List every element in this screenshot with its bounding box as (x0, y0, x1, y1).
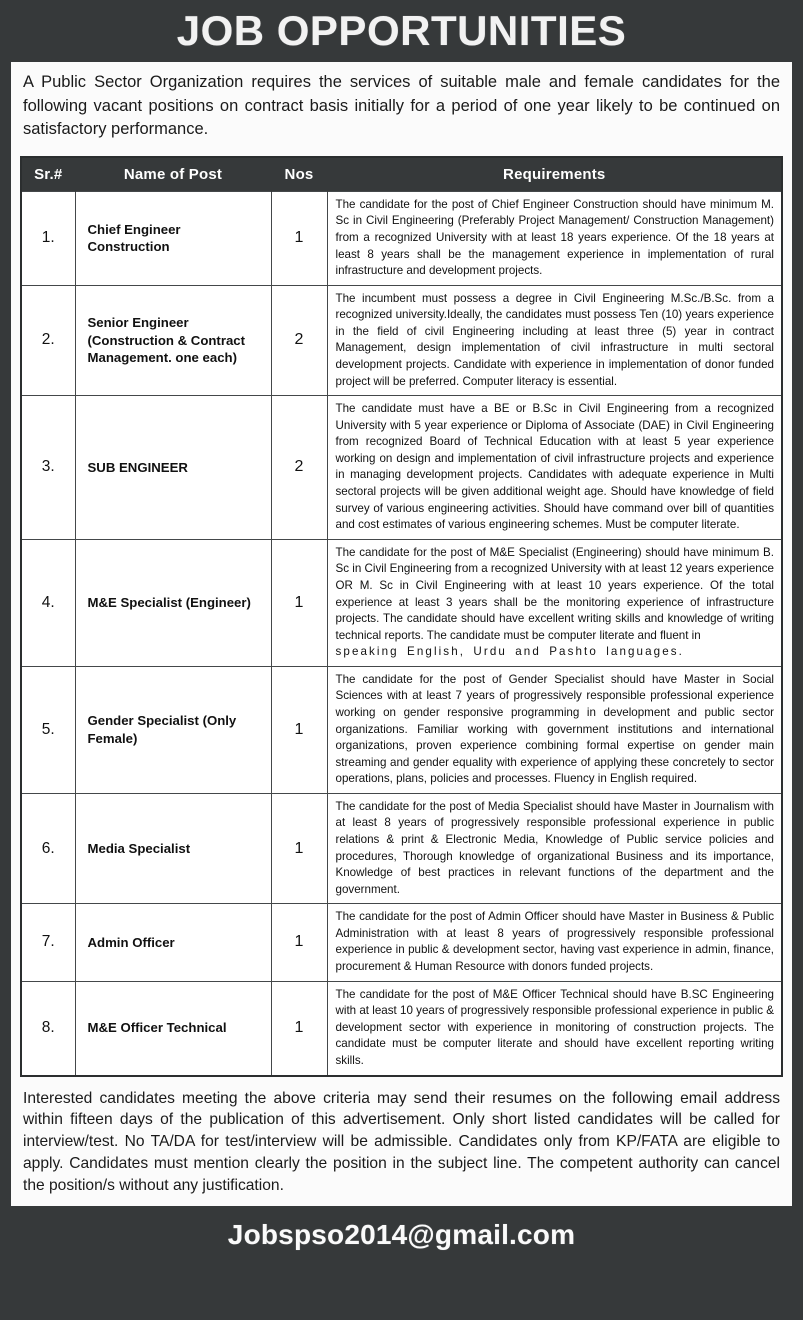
table-row (21, 666, 782, 793)
table-header (21, 157, 782, 192)
column-header-requirements: Requirements (327, 157, 782, 192)
column-header-name-of-post: Name of Post (75, 157, 271, 192)
posts-table (20, 156, 783, 1077)
posts-table-container (11, 150, 792, 1081)
requirements-text: The candidate for the post of M&E Specialist (Engineering) should have minimum B. Sc in Civil Engineering from a recognized University with at least 12 years experience OR M. Sc in Civil Engineering with at least 10 years experience. Of the total experience at least 3 years shall be the monitoring experience of infrastructure projects. The candidate should have excellent writing skills and knowledge of writing technical reports. The candidate must be computer literate and fluent in (335, 545, 774, 642)
cell-nos: 2 (271, 285, 327, 395)
cell-post: Admin Officer (75, 904, 271, 981)
cell-post: Gender Specialist (Only Female) (75, 666, 271, 793)
table-row (21, 396, 782, 540)
requirements-text: The candidate for the post of Chief Engineer Construction should have minimum M. Sc in Civil Engineering (Preferably Project Management/ Construction Management) from a recognized University with at least 18 years experience. Of the 18 years at least 8 years shall be the management experience in implementation of rural infrastructure and development projects. (335, 197, 774, 278)
cell-nos: 2 (271, 396, 327, 540)
cell-sr: 5. (21, 666, 75, 793)
table-header-row (21, 157, 782, 192)
intro-paragraph: A Public Sector Organization requires the services of suitable male and female candidates for the following vacant positions on contract basis initially for a period of one year likely to be continued on satisfactory performance. (11, 62, 792, 150)
table-row (21, 191, 782, 285)
column-header-sr: Sr.# (21, 157, 75, 192)
cell-post: M&E Officer Technical (75, 981, 271, 1075)
table-row (21, 539, 782, 666)
contact-email[interactable]: Jobspso2014@gmail.com (227, 1218, 576, 1250)
cell-sr: 4. (21, 539, 75, 666)
cell-sr: 2. (21, 285, 75, 395)
requirements-text: The candidate for the post of Media Specialist should have Master in Journalism with at least 8 years of progressively responsible professional experience in public relations & print & Electronic Media, Knowledge of Public service policies and procedures, Thorough knowledge of organizational Business and its importance, Knowledge of best practices in relevant functions of the department and the government. (335, 799, 774, 896)
cell-requirements (327, 666, 782, 793)
cell-sr: 6. (21, 793, 75, 903)
requirements-text: The incumbent must possess a degree in Civil Engineering M.Sc./B.Sc. from a recognized university.Ideally, the candidates must possess Ten (10) years experience in the field of civil Engineering including at least three (5) year in contract Management, design implementation of civil infrastructure in multi sectoral development projects. Candidate with experience in implementation of donor funded project will be preferred. Computer literacy is essential. (335, 291, 774, 388)
cell-post: Chief Engineer Construction (75, 191, 271, 285)
cell-nos: 1 (271, 539, 327, 666)
cell-sr: 3. (21, 396, 75, 540)
cell-requirements (327, 285, 782, 395)
column-header-nos: Nos (271, 157, 327, 192)
cell-post: Media Specialist (75, 793, 271, 903)
footer-instructions: Interested candidates meeting the above criteria may send their resumes on the following email address within fifteen days of the publication of this advertisement. Only short listed candidates will be called for interview/test. No TA/DA for test/interview will be admissible. Candidates only from KP/FATA are eligible to apply. Candidates must mention clearly the position in the subject line. The competent authority can cancel the position/s without any justification. (11, 1081, 792, 1206)
cell-sr: 7. (21, 904, 75, 981)
email-banner (11, 1206, 792, 1320)
cell-nos: 1 (271, 191, 327, 285)
cell-requirements (327, 396, 782, 540)
cell-requirements (327, 191, 782, 285)
cell-nos: 1 (271, 904, 327, 981)
cell-requirements (327, 981, 782, 1075)
requirements-text: The candidate for the post of Admin Officer should have Master in Business & Public Administration with at least 8 years of progressively responsible professional experience in public & development sector, having vast experience in admin, finance, procurement & Human Resource with donors funded projects. (335, 910, 774, 974)
table-body (21, 191, 782, 1075)
cell-nos: 1 (271, 981, 327, 1075)
table-row (21, 793, 782, 903)
cell-post: M&E Specialist (Engineer) (75, 539, 271, 666)
cell-sr: 8. (21, 981, 75, 1075)
requirements-text: The candidate for the post of M&E Officer Technical should have B.SC Engineering with at least 10 years of progressively responsible professional experience in public & development sector with experience in monitoring of construction projects. The candidate must be computer literate and should have excellent reporting writing skills. (335, 987, 774, 1067)
cell-post: SUB ENGINEER (75, 396, 271, 540)
requirements-text-languages: speaking English, Urdu and Pashto languages. (335, 645, 684, 659)
title-banner (11, 0, 792, 62)
cell-requirements (327, 793, 782, 903)
table-row (21, 981, 782, 1075)
cell-nos: 1 (271, 793, 327, 903)
requirements-text: The candidate for the post of Gender Specialist should have Master in Social Sciences with at least 7 years of progressively responsible professional experience working on gender responsive programming in development and public sector organizations. Familiar working with government institutions and international organizations, proven experience combining formal expertise on gender main streaming and gender equality with experience of applying these concretely to sector operations, plans, policies and processes. Fluency in English required. (335, 672, 774, 786)
cell-post: Senior Engineer (Construction & Contract Management. one each) (75, 285, 271, 395)
table-row (21, 285, 782, 395)
cell-requirements (327, 539, 782, 666)
page-title: JOB OPPORTUNITIES (176, 7, 627, 54)
requirements-text: The candidate must have a BE or B.Sc in Civil Engineering from a recognized University with 5 year experience or Diploma of Associate (DAE) in Civil Engineering from recognized Board of Technical Education with at least 5 year experience working on design and implementation of civil infrastructure projects and experience in managing development projects. Candidates with adequate experience in Multi sectoral projects will be given additional weight age. Should have knowledge of field survey of various engineering activities. Should have command over bill of quantities and cost estimates of various engineering schemes. Must be computer literate. (335, 402, 774, 532)
cell-nos: 1 (271, 666, 327, 793)
cell-requirements (327, 904, 782, 981)
cell-sr: 1. (21, 191, 75, 285)
table-row (21, 904, 782, 981)
